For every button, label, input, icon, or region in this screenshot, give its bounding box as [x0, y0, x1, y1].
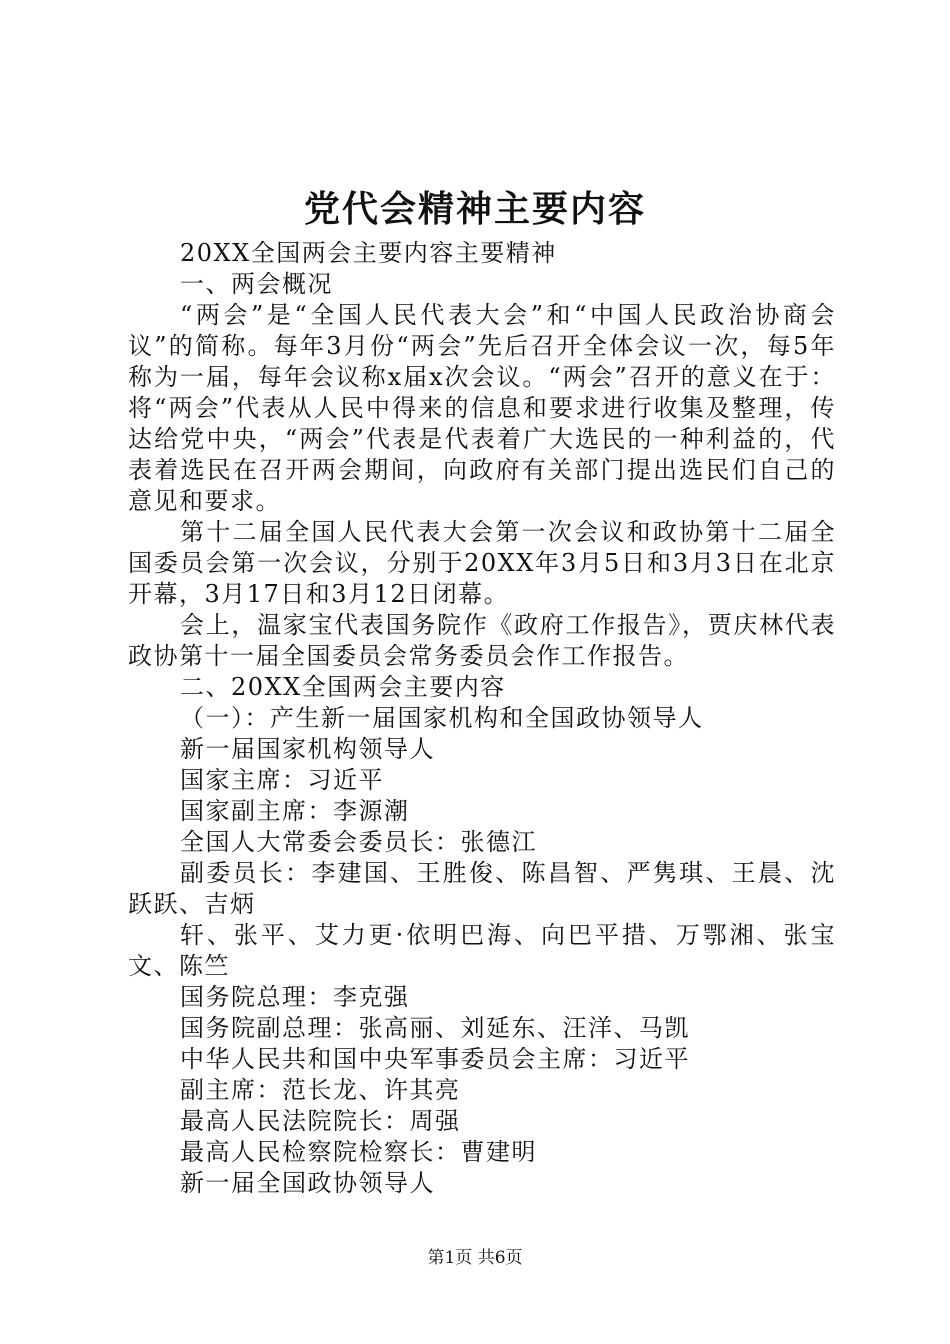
- paragraph: 国家主席：习近平: [180, 766, 384, 794]
- paragraph: 副主席：范长龙、许其亮: [180, 1076, 461, 1104]
- paragraph: 第十二届全国人民代表大会第一次会议和政协第十二届全国委员会第一次会议，分别于20XX年3月5日和3月3日在北京开幕，3月17日和3月12日闭幕。: [128, 518, 836, 608]
- paragraph: 会上，温家宝代表国务院作《政府工作报告》，贾庆林代表政协第十一届全国委员会常务委员会作工作报告。: [128, 611, 836, 670]
- subsection-heading: （一）：产生新一届国家机构和全国政协领导人: [180, 704, 704, 732]
- section-heading: 二、20XX全国两会主要内容: [180, 673, 506, 701]
- paragraph: 中华人民共和国中央军事委员会主席：习近平: [180, 1045, 690, 1073]
- paragraph: 20XX全国两会主要内容主要精神: [180, 239, 557, 267]
- section-heading: 一、两会概况: [180, 270, 333, 298]
- paragraph: 新一届全国政协领导人: [180, 1169, 435, 1197]
- paragraph: 国家副主席：李源潮: [180, 797, 410, 825]
- paragraph: 副委员长：李建国、王胜俊、陈昌智、严隽琪、王晨、沈跃跃、吉炳: [128, 859, 836, 918]
- paragraph: 轩、张平、艾力更·依明巴海、向巴平措、万鄂湘、张宝文、陈竺: [128, 921, 836, 980]
- paragraph: 最高人民法院院长：周强: [180, 1107, 461, 1135]
- paragraph: 全国人大常委会委员长：张德江: [180, 828, 537, 856]
- paragraph: 国务院副总理：张高丽、刘延东、汪洋、马凯: [180, 1014, 690, 1042]
- document-title: 党代会精神主要内容: [303, 188, 646, 230]
- document-body: [128, 238, 836, 1199]
- paragraph: “两会”是“全国人民代表大会”和“中国人民政治协商会议”的简称。每年3月份“两会”先后召开全体会议一次，每5年称为一届，每年会议称x届x次会议。“两会”召开的意义在于：将“两会”代表从人民中得来的信息和要求进行收集及整理，传达给党中央，“两会”代表是代表着广大选民的一种利益的，代表着选民在召开两会期间，向政府有关部门提出选民们自己的意见和要求。: [128, 301, 836, 515]
- page-footer: 第1页 共6页: [427, 1248, 523, 1268]
- paragraph: 新一届国家机构领导人: [180, 735, 435, 763]
- paragraph: 最高人民检察院检察长：曹建明: [180, 1138, 537, 1166]
- paragraph: 国务院总理：李克强: [180, 983, 410, 1011]
